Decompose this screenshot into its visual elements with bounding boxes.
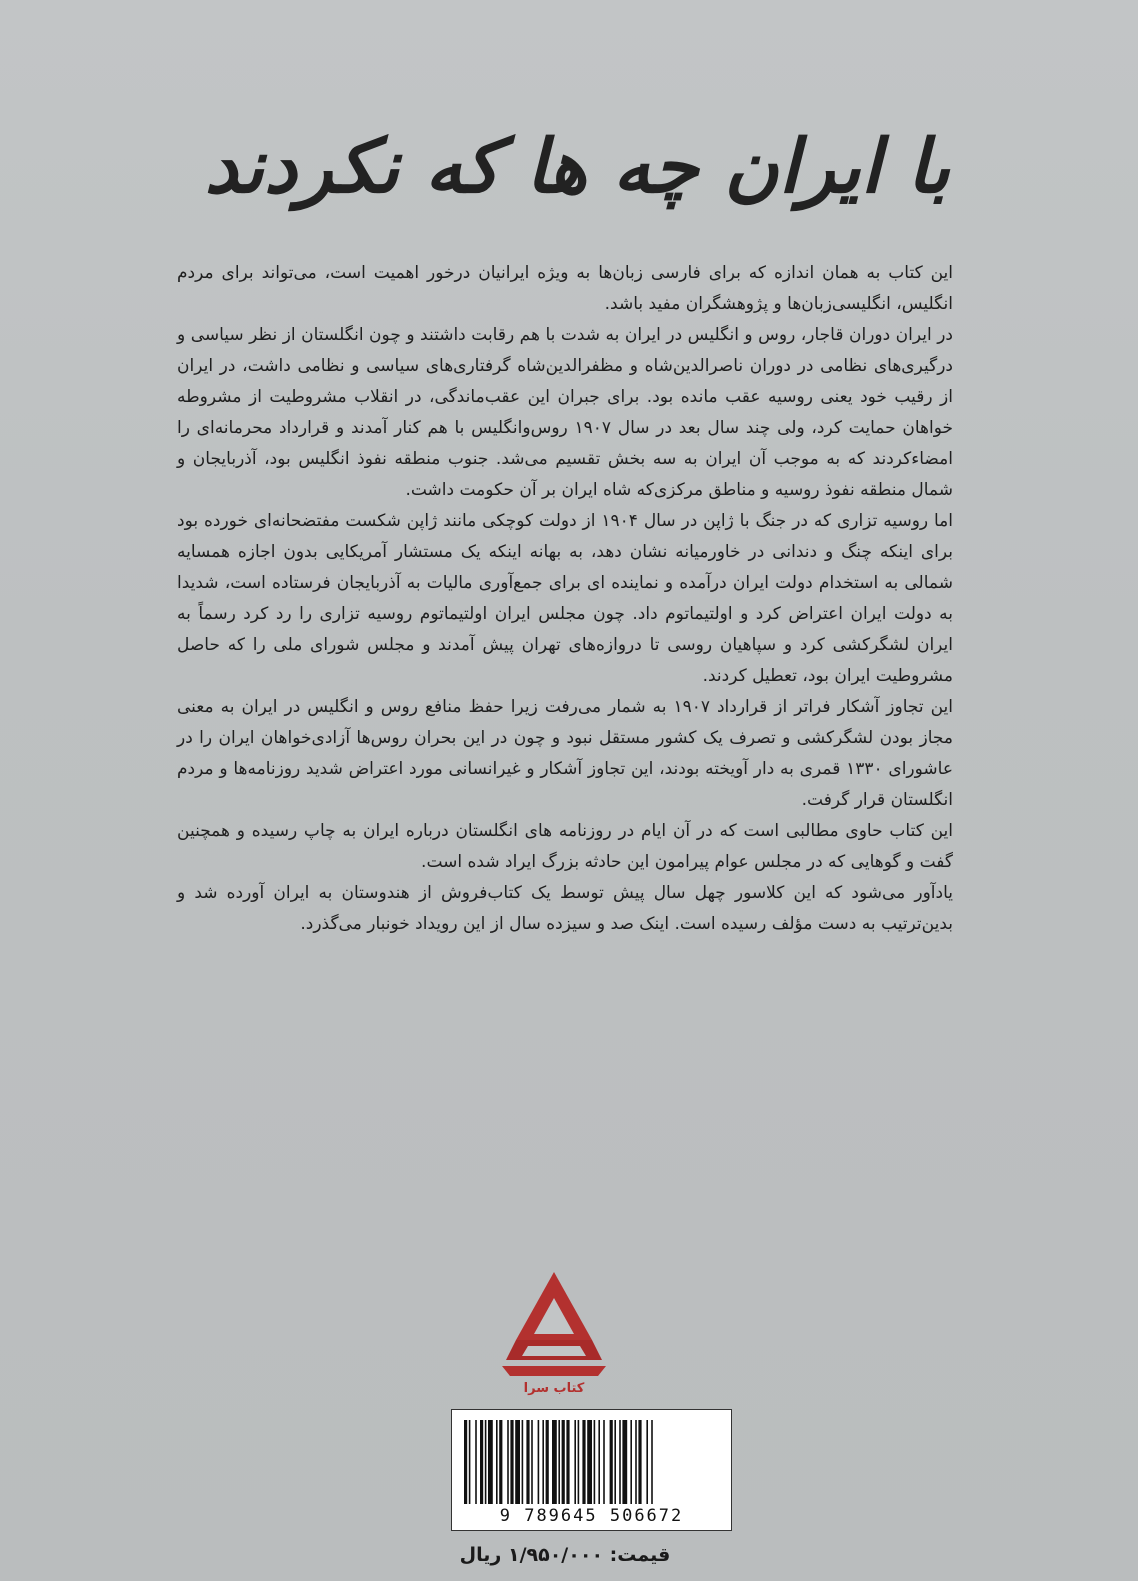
blurb-paragraph-4: این تجاوز آشکار فراتر از قرارداد ۱۹۰۷ به شمار می‌رفت زیرا حفظ منافع روس و انگلیس در ایران به معنی مجاز بودن لشگرکشی و تصرف یک کشور مستقل نبود و چون در این بحران روس‌ها آزادی‌خواهان ایران را در عاشورای ۱۳۳۰ قمری به دار آویخته بودند، این تجاوز آشکار و غیرانسانی مورد اعتراض شدید روزنامه‌ها و مردم انگلستان قرار گرفت.: [177, 697, 953, 810]
blurb-paragraph-2: در ایران دوران قاجار، روس و انگلیس در ایران به شدت با هم رقابت داشتند و چون انگلستان از نظر سیاسی و درگیری‌های نظامی در دوران ناصرالدین‌شاه و مظفرالدین‌شاه گرفتاری‌های سیاسی و نظامی داشت، در ایران از رقیب خود یعنی روسیه عقب مانده بود. برای جبران این عقب‌ماندگی، در انقلاب مشروطیت از مشروطه خواهان حمایت کرد، ولی چند سال بعد در سال ۱۹۰۷ روس‌وانگلیس با هم کنار آمدند و قرارداد محرمانه‌ای را امضاءکردند که به موجب آن ایران به سه بخش تقسیم می‌شد. جنوب منطقه نفوذ انگلیس بود، آذربایجان و شمال منطقه نفوذ روسیه و مناطق مرکزی‌که شاه ایران بر آن حکومت داشت.: [177, 325, 953, 500]
barcode-icon: [462, 1420, 723, 1504]
price-label: قیمت: ۱/۹۵۰/۰۰۰ ریال: [459, 1544, 671, 1566]
isbn-barcode: [451, 1409, 732, 1531]
publisher-logo-text: کتاب سرا: [523, 1381, 585, 1396]
publisher-logo-icon: [494, 1268, 614, 1398]
blurb-paragraph-3: اما روسیه تزاری که در جنگ با ژاپن در سال ۱۹۰۴ از دولت کوچکی مانند ژاپن شکست مفتضحانه‌ای خورده بود برای اینکه چنگ و دندانی در خاورمیانه نشان دهد، به بهانه اینکه یک مستشار آمریکایی بدون اجازه همسایه شمالی به استخدام دولت ایران درآمده و نماینده ای برای جمع‌آوری مالیات به آذربایجان فرستاده است، شدیدا به دولت ایران اعتراض کرد و اولتیماتوم داد. چون مجلس ایران اولتیماتوم روسیه تزاری را رد کرد رسماً به ایران لشگرکشی کرد و سپاهیان روسی تا دروازه‌های تهران پیش آمدند و مجلس شورای ملی را که حاصل مشروطیت ایران بود، تعطیل کردند.: [177, 511, 954, 686]
blurb-paragraph-5: این کتاب حاوی مطالبی است که در آن ایام در روزنامه های انگلستان درباره ایران به چاپ رسیده و همچنین گفت و گوهایی که در مجلس عوام پیرامون این حادثه بزرگ ایراد شده است.: [177, 821, 953, 872]
back-cover-blurb: [177, 258, 953, 940]
blurb-paragraph-6: یادآور می‌شود که این کلاسور چهل سال پیش توسط یک کتاب‌فروش از هندوستان به ایران آورده شد و بدین‌ترتیب به دست مؤلف رسیده است. اینک صد و سیزده سال از این رویداد خونبار می‌گذرد.: [177, 883, 953, 934]
blurb-paragraph-1: این کتاب به همان اندازه که برای فارسی زبان‌ها به ویژه ایرانیان درخور اهمیت است، می‌تواند برای مردم انگلیس، انگلیسی‌زبان‌ها و پژوهشگران مفید باشد.: [177, 263, 953, 314]
book-title: با ایران چه ها که نکردند: [204, 124, 950, 210]
isbn-number: 9 789645 506672: [499, 1506, 684, 1526]
